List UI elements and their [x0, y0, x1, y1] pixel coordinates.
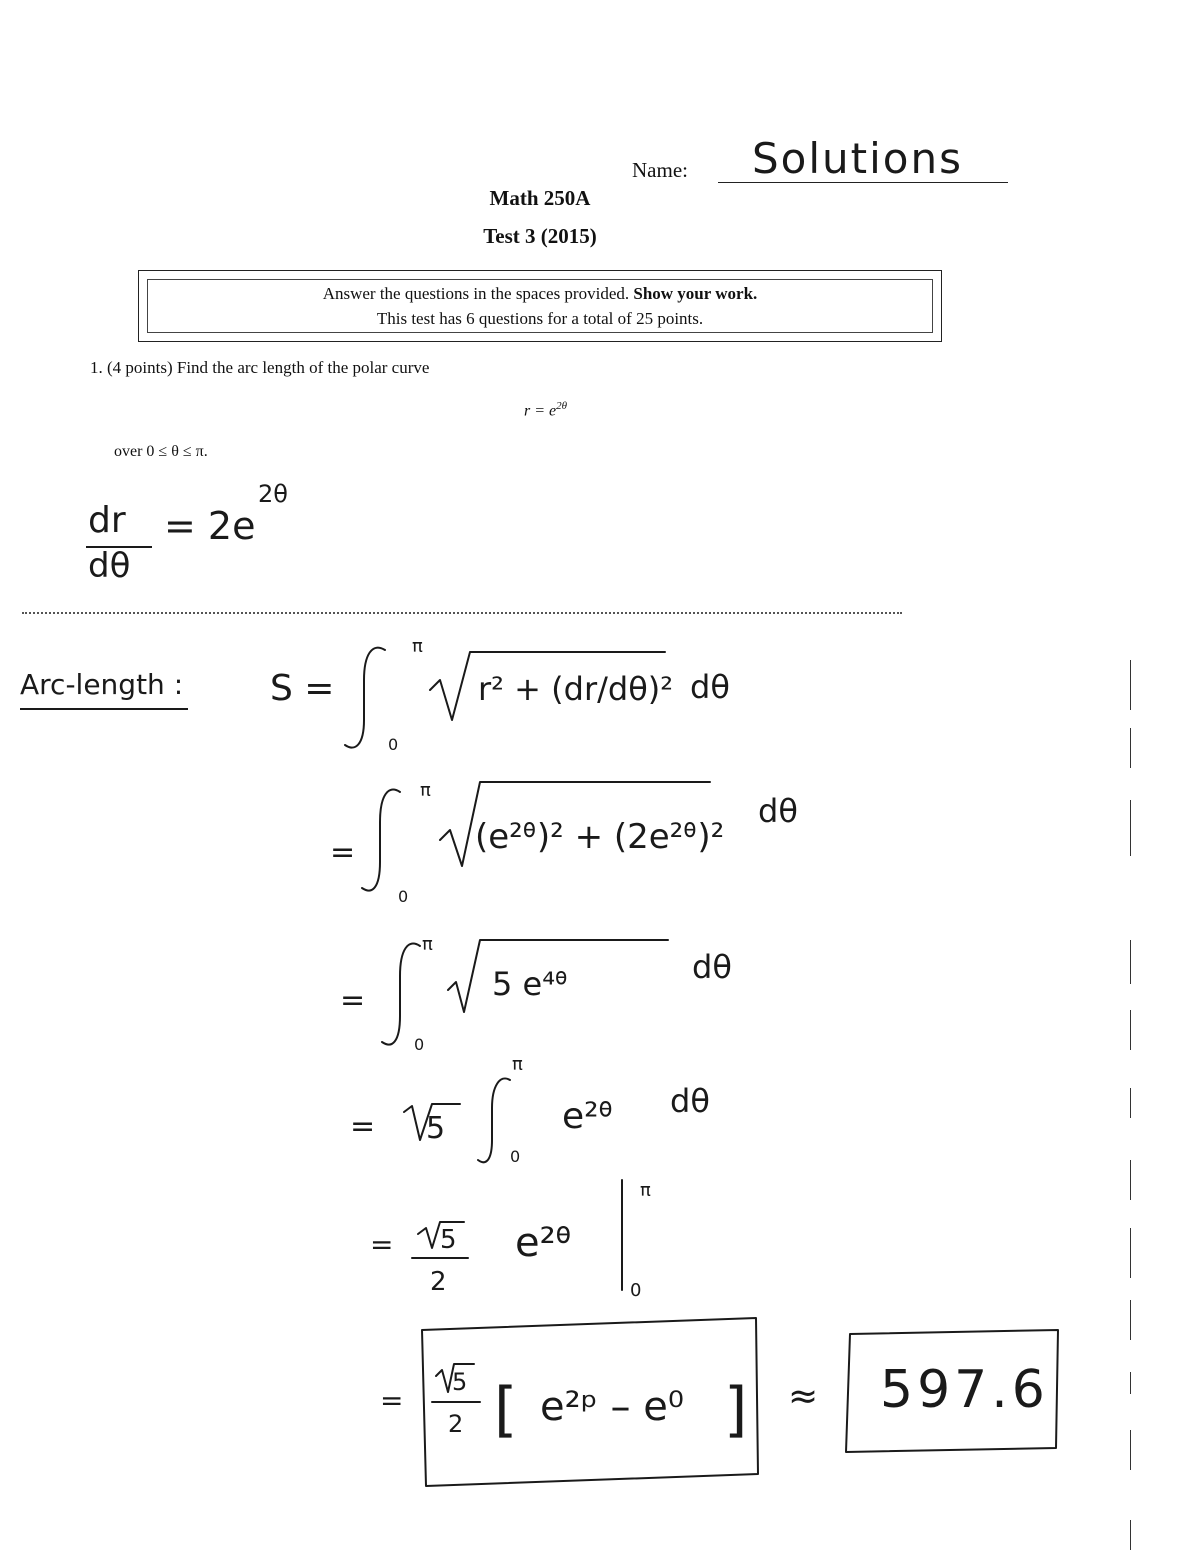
- margin-line: [1130, 1010, 1131, 1050]
- evaluated-5: e²ᶿ: [515, 1220, 573, 1266]
- radicand-3: 5 e⁴ᶿ: [492, 965, 569, 1003]
- derivative-denominator: dθ: [88, 546, 131, 586]
- radicand-6: 5: [452, 1368, 468, 1396]
- margin-line: [1130, 1372, 1131, 1394]
- upper-limit-2: π: [420, 780, 431, 801]
- equals-3: =: [340, 983, 366, 1018]
- equals-4: =: [350, 1109, 376, 1144]
- test-title: Test 3 (2015): [483, 224, 597, 248]
- lower-limit-3: 0: [414, 1035, 425, 1054]
- radicand-5: 5: [440, 1225, 457, 1255]
- derivative-numerator: dr: [88, 500, 126, 541]
- margin-line: [1130, 728, 1131, 768]
- margin-line: [1130, 1088, 1131, 1118]
- expression-6: e²ᵖ – e⁰: [540, 1384, 684, 1430]
- final-answer: 597.6: [880, 1360, 1049, 1420]
- margin-line: [1130, 660, 1131, 710]
- name-label: Name:: [632, 158, 688, 182]
- derivative-exponent: 2θ: [258, 480, 288, 508]
- arc-length-label: Arc-length :: [20, 668, 184, 701]
- eval-upper-5: π: [640, 1180, 651, 1201]
- upper-limit-4: π: [512, 1054, 523, 1075]
- radicand-1: r² + (dr/dθ)²: [478, 670, 674, 708]
- margin-line: [1130, 1520, 1131, 1550]
- margin-line: [1130, 800, 1131, 856]
- denominator-6: 2: [448, 1410, 464, 1438]
- radicand-2: (e²ᶿ)² + (2e²ᶿ)²: [475, 817, 725, 857]
- s-symbol: S =: [270, 668, 335, 709]
- upper-limit-1: π: [412, 636, 423, 657]
- approx-symbol: ≈: [788, 1376, 819, 1417]
- equation-base: r = e: [524, 402, 557, 420]
- integral-sign-3: [382, 944, 420, 1045]
- derivative-rhs: = 2e: [164, 504, 256, 548]
- instructions-bold: Show your work.: [633, 284, 758, 303]
- integral-sign-2: [362, 790, 400, 891]
- radicand-4: 5: [426, 1111, 446, 1146]
- margin-line: [1130, 1228, 1131, 1278]
- dtheta-2: dθ: [758, 792, 798, 830]
- equals-5: =: [370, 1228, 394, 1261]
- integral-sign-4: [478, 1078, 510, 1162]
- bracket-close-6: ]: [724, 1375, 748, 1445]
- instructions-line-2: This test has 6 questions for a total of 25 points.: [376, 309, 704, 328]
- dtheta-4: dθ: [670, 1082, 710, 1120]
- name-value: Solutions: [752, 134, 963, 183]
- question-1-prompt: 1. (4 points) Find the arc length of the polar curve: [90, 358, 430, 377]
- denominator-5: 2: [430, 1267, 447, 1297]
- eval-lower-5: 0: [630, 1280, 642, 1301]
- margin-line: [1130, 940, 1131, 984]
- margin-line: [1130, 1300, 1131, 1340]
- lower-limit-4: 0: [510, 1147, 521, 1166]
- lower-limit-1: 0: [388, 735, 399, 754]
- bracket-open-6: [: [494, 1375, 518, 1445]
- equation-exponent: 2θ: [556, 400, 568, 412]
- integral-sign-1: [345, 648, 385, 748]
- upper-limit-3: π: [422, 934, 433, 955]
- margin-line: [1130, 1160, 1131, 1200]
- question-1-domain: over 0 ≤ θ ≤ π.: [114, 443, 208, 460]
- equals-6: =: [380, 1384, 404, 1417]
- equals-2: =: [330, 835, 356, 870]
- margin-line: [1130, 1430, 1131, 1470]
- instructions-text: Answer the questions in the spaces provided.: [322, 284, 634, 303]
- lower-limit-2: 0: [398, 887, 409, 906]
- dtheta-1: dθ: [690, 668, 730, 706]
- dtheta-3: dθ: [692, 948, 732, 986]
- course-title: Math 250A: [489, 186, 591, 210]
- integrand-4: e²ᶿ: [562, 1096, 614, 1137]
